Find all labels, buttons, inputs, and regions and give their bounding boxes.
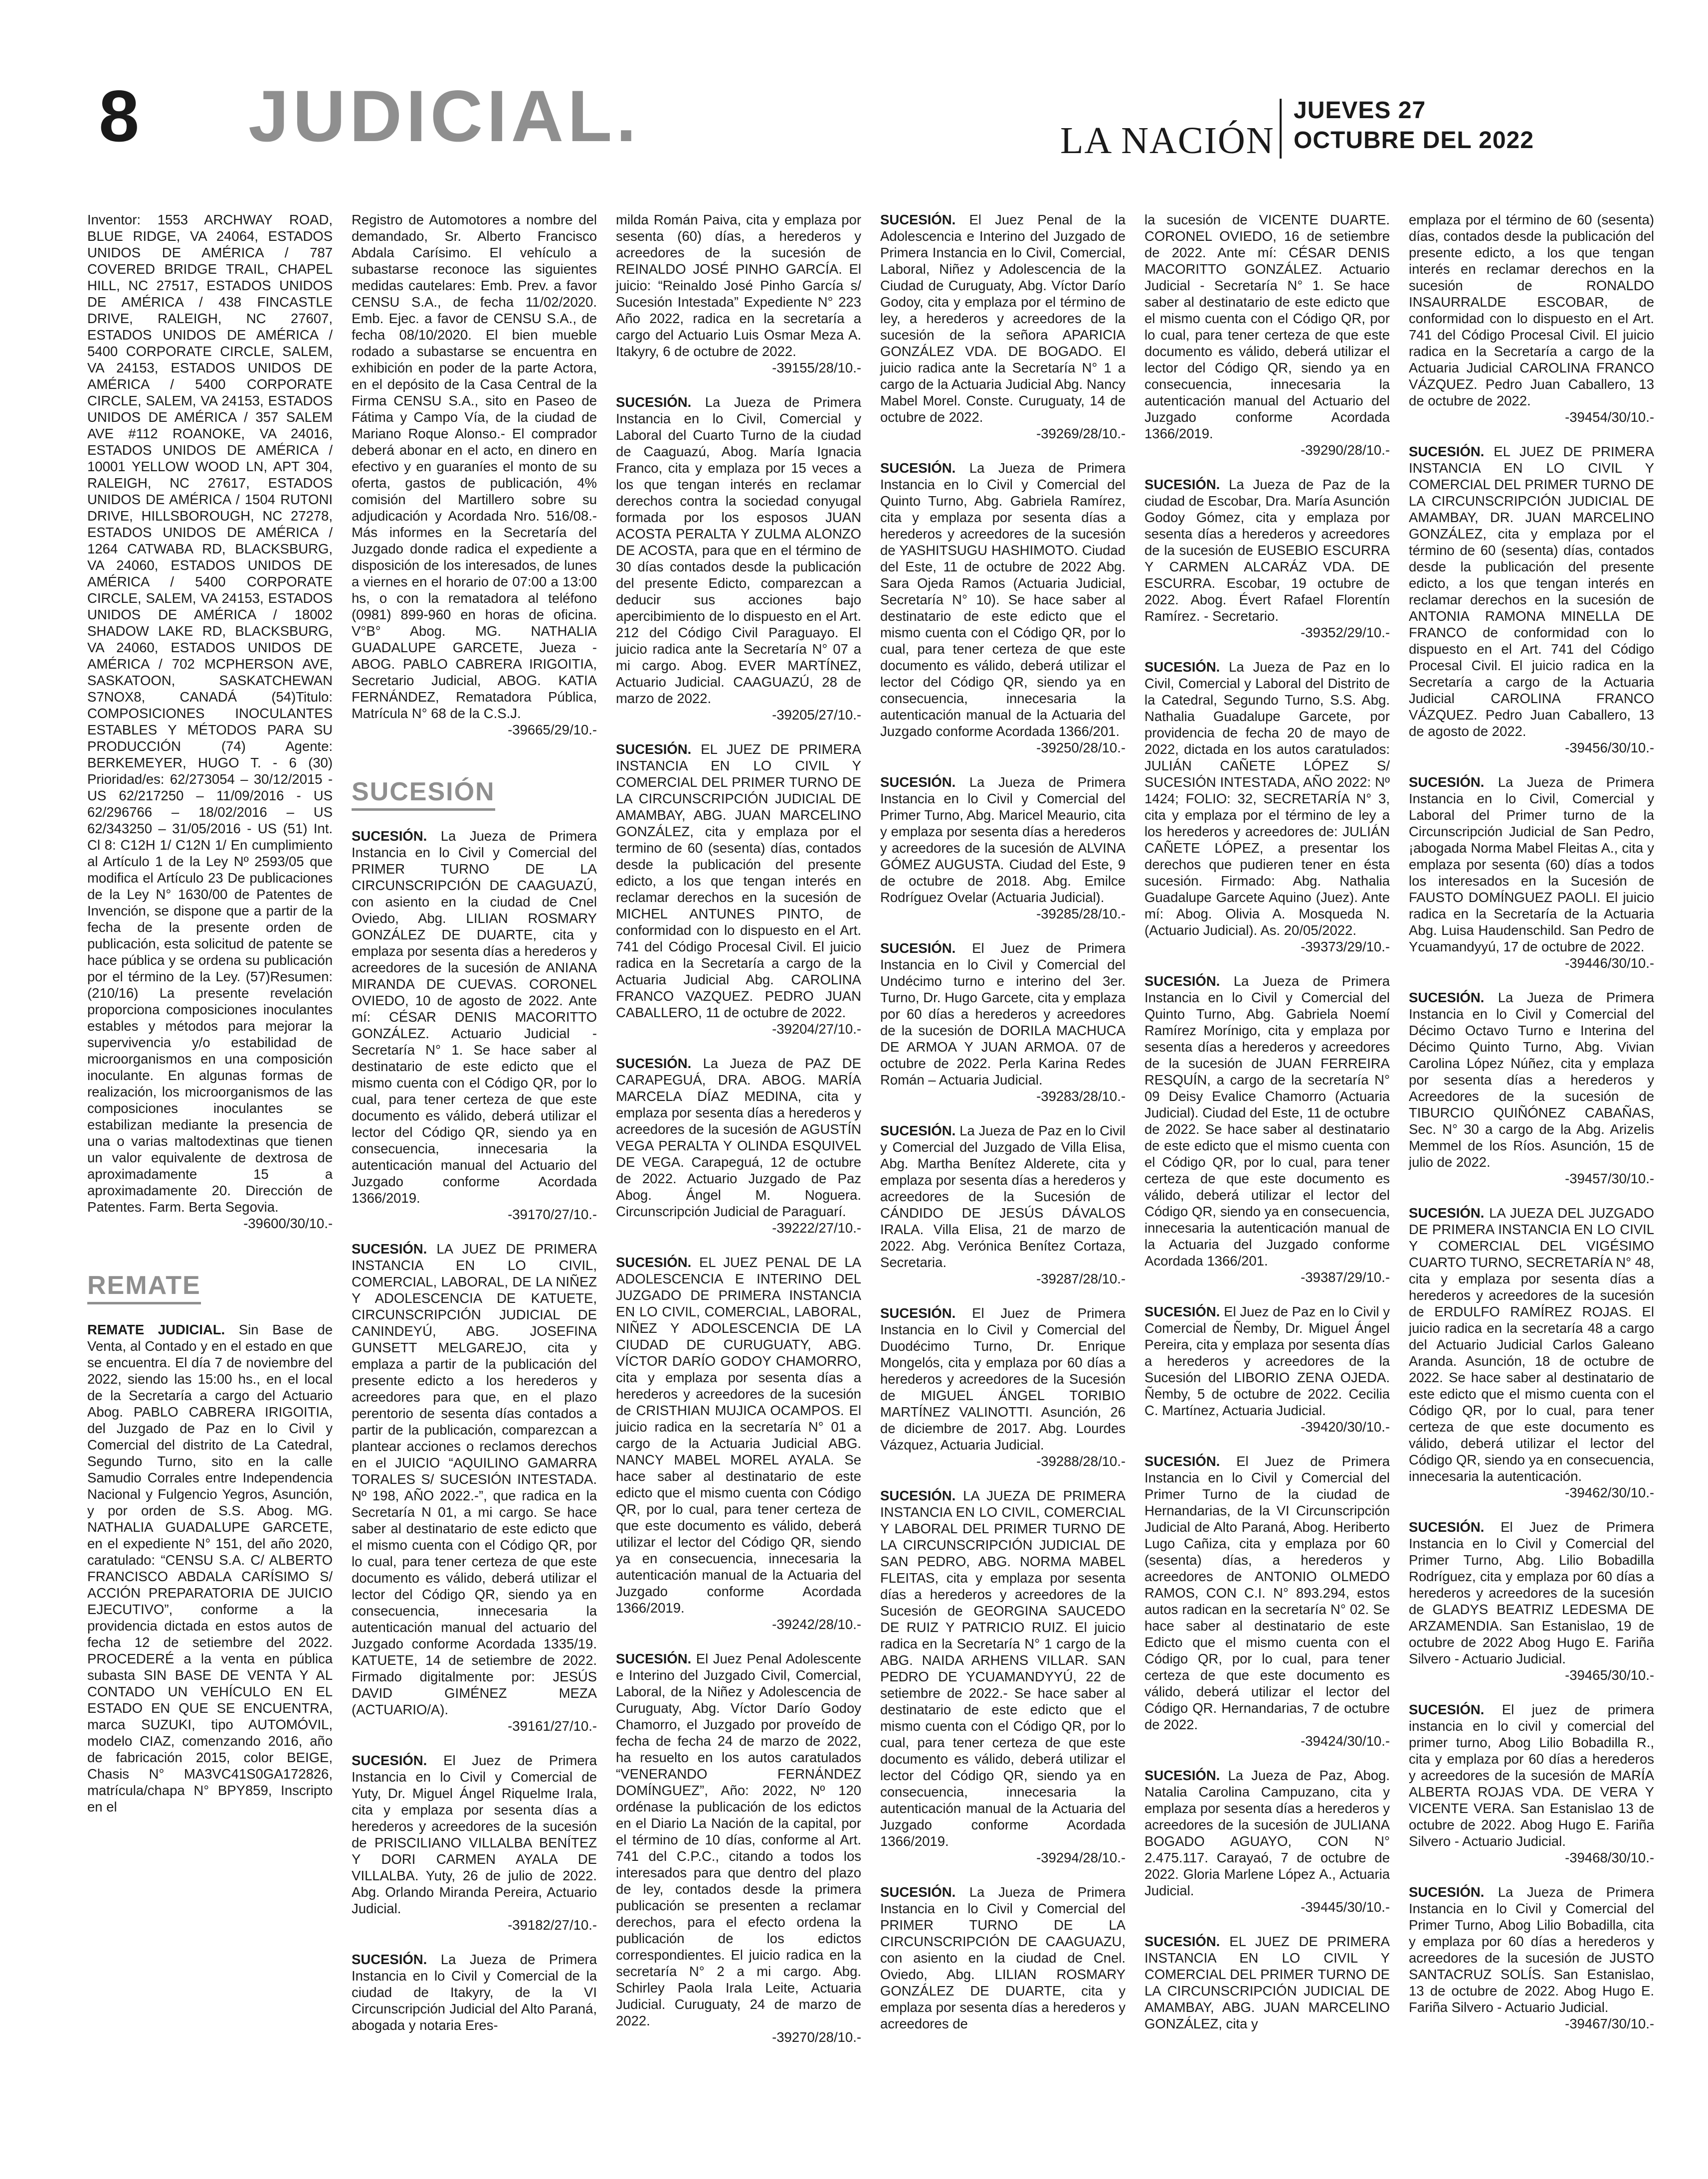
sucesion-notice: SUCESIÓN. La Jueza de Primera Instancia en lo Civil y Comercial del Primer Turno, Abg. Maricel Meaurio, cita y emplaza por sesenta días a herederos y acreedores de la sucesión de ALVINA GÓMEZ AUGUSTA. Ciudad del Este, 9 de octubre de 2018. Abg. Emilce Rodríguez Ovelar (Actuaria Judicial). -39285/28/10.- [880,774,1126,921]
notice-ref: -39161/27/10.- [508,1718,597,1734]
sucesion-notice: SUCESIÓN. La Jueza de Primera Instancia en lo Civil, Comercial y Laboral del Primer turno de la Circunscripción Judicial de San Pedro, ¡abogada Norma Mabel Fleitas A., cita y emplaza por sesenta (60) días a todos los interesados en la Sucesión de FAUSTO DOMÍNGUEZ PAOLI. El juicio radica en la Secretaría de la Actuaria Abg. Luisa Haudenschild. San Pedro de Ycuamandyyú, 17 de octubre de 2022. -39446/30/10.- [1409,774,1655,971]
notice-ref: -39285/28/10.- [1036,906,1126,921]
sucesion-notice: SUCESIÓN. La Jueza de Primera Instancia en lo Civil y Comercial de la ciudad de Itakyry, de la VI Circunscripción Judicial del Alto Paraná, abogada y notaria Eres- [352,1952,597,2033]
notice-ref: -39665/29/10.- [508,722,597,737]
notice-ref: -39467/30/10.- [1565,2016,1654,2031]
sucesion-notice: SUCESIÓN. La Jueza de Primera Instancia en lo Civil y Comercial del Quinto Turno, Abg. Gabriela Noemí Ramírez Morínigo, cita y emplaza por sesenta días a herederos y acreedores de la sucesión de JUAN FERREIRA RESQUÍN, a cargo de la secretaría N° 09 Deisy Evalice Chamorro (Actuaria Judicial). Ciudad del Este, 11 de octubre de 2022. Se hace saber al destinatario de este edicto que el mismo cuenta con el Código QR, por lo cual, para tener certeza de que este documento es válido, deberá utilizar el lector del Código QR, siendo ya en consecuencia, innecesaria la autenticación manual de la Actuaria del Juzgado conforme Acordada 1366/201. -39387/29/10.- [1144,973,1390,1285]
sucesion-notice: SUCESIÓN. La Jueza de Paz en lo Civil, Comercial y Laboral del Distrito de la Catedral, Segundo Turno, S.S. Abg. Nathalia Guadalupe Garcete, por providencia de fecha 20 de mayo de 2022, dictada en los autos caratulados: JULIÁN CAÑETE LÓPEZ S/ SUCESIÓN INTESTADA, AÑO 2022: Nº 1424; FOLIO: 32, SECRETARÍA N° 3, cita y emplaza por el término de ley a los herederos y acreedores de: JULIÁN CAÑETE LÓPEZ, a presentar los derechos que pudieren tener en ésta sucesión. Firmado: Abg. Nathalia Guadalupe Garcete Aquino (Juez). Ante mí: Abog. Olivia A. Mosqueda N. (Actuario Judicial). As. 20/05/2022. -39373/29/10.- [1144,659,1390,954]
sucesion-notice: SUCESIÓN. EL JUEZ DE PRIMERA INSTANCIA EN LO CIVIL Y COMERCIAL DEL PRIMER TURNO DE LA CIRCUNSCRIPCIÓN JUDICIAL DE AMAMBAY, ABG. JUAN MARCELINO GONZÁLEZ, cita y [1144,1934,1390,2031]
column-1 [87,211,333,1833]
issue-date-day: JUEVES 27 [1294,97,1426,124]
section-header-sucesion: SUCESIÓN [352,778,495,811]
notice-ref: -39269/28/10.- [1036,426,1126,441]
sucesion-notice: SUCESIÓN. EL JUEZ DE PRIMERA INSTANCIA EN LO CIVIL Y COMERCIAL DEL PRIMER TURNO DE LA CIRCUNSCRIPCIÓN JUDICIAL DE AMAMBAY, ABG. JUAN MARCELINO GONZÁLEZ, cita y emplaza por el termino de 60 (sesenta) días, contados desde la publicación del presente edicto, a los que tengan interés en reclamar derechos en la sucesión de MICHEL ANTUNES PINTO, de conformidad con lo dispuesto en el Art. 741 del Código Procesal Civil. El juicio radica en la Secretaría a cargo de la Actuaria Judicial Abg. CAROLINA FRANCO VAZQUEZ. PEDRO JUAN CABALLERO, 11 de octubre de 2022. -39204/27/10.- [616,741,861,1037]
notice-ref: -39465/30/10.- [1565,1667,1654,1683]
sucesion-notice: emplaza por el término de 60 (sesenta) días, contados desde la publicación del presente edicto, a los que tengan interés en reclamar derechos en la sucesión de RONALDO INSAURRALDE ESCOBAR, de conformidad con lo dispuesto en el Art. 741 del Código Procesal Civil. El juicio radica en la Secretaría a cargo de la Actuaria Judicial CAROLINA FRANCO VÁZQUEZ. Pedro Juan Caballero, 13 de octubre de 2022. -39454/30/10.- [1409,212,1654,425]
notice-ref: -39170/27/10.- [508,1207,597,1223]
notice-ref: -39373/29/10.- [1301,939,1390,954]
notice-ref: -39456/30/10.- [1565,740,1654,755]
notice-ref: -39446/30/10.- [1565,955,1654,971]
notice-ref: -39288/28/10.- [1036,1453,1126,1469]
sucesion-notice: milda Román Paiva, cita y emplaza por sesenta (60) días, a herederos y acreedores de la sucesión de REINALDO JOSÉ PINHO GARCÍA. El juicio: “Reinaldo José Pinho García s/ Sucesión Intestada” Expediente N° 223 Año 2022, radica en la secretaría a cargo del Actuario Luis Osmar Meza A. Itakyry, 6 de octubre de 2022. -39155/28/10.- [616,212,861,375]
notice-ref: -39270/28/10.- [772,2029,861,2045]
sucesion-notice: SUCESIÓN. El Juez de Paz en lo Civil y Comercial de Ñemby, Dr. Miguel Ángel Pereira, cita y emplaza por sesenta días a herederos y acreedores de la Sucesión del LIBORIO ZENA OJEDA. Ñemby, 5 de octubre de 2022. Cecilia C. Martínez, Actuaria Judicial. -39420/30/10.- [1144,1304,1390,1435]
sucesion-notice: SUCESIÓN. El Juez Penal de la Adolescencia e Interino del Juzgado de Primera Instancia en lo Civil, Comercial, Laboral, Niñez y Adolescencia de la Ciudad de Curuguaty, Abg. Víctor Darío Godoy, cita y emplaza por el término de ley, a herederos y acreedores de la sucesión de la señora APARICIA GONZÁLEZ VDA. DE BOGADO. El juicio radica ante la Secretaría N° 1 a cargo de la Actuaria Judicial Abg. Nancy Mabel Morel. Conste. Curuguaty, 14 de octubre de 2022. -39269/28/10.- [880,212,1126,441]
sucesion-notice: SUCESIÓN. EL JUEZ DE PRIMERA INSTANCIA EN LO CIVIL Y COMERCIAL DEL PRIMER TURNO DE LA CIRCUNSCRIPCIÓN JUDICIAL DE AMAMBAY, DR. JUAN MARCELINO GONZÁLEZ, cita y emplaza por el término de 60 (sesenta) días, contados desde la publicación del presente edicto, a los que tengan interés en reclamar derechos en la sucesión de ANTONIA RAMONA MINELLA DE FRANCO de conformidad con lo dispuesto en el Art. 741 del Código Procesal Civil. El juicio radica en la Secretaría a cargo de la Actuaria Judicial CAROLINA FRANCO VÁZQUEZ. Pedro Juan Caballero, 13 de agosto de 2022. -39456/30/10.- [1409,444,1654,755]
notice-ref: -39600/30/10.- [243,1216,333,1231]
notice-ref: -39222/27/10.- [772,1220,861,1236]
sucesion-notice: SUCESIÓN. La Jueza de Primera Instancia en lo Civil y Comercial del PRIMER TURNO DE LA CIRCUNSCRIPCIÓN DE CAAGUAZU, con asiento en la ciudad de Cnel. Oviedo, Abg. LILIAN ROSMARY GONZÁLEZ DE DUARTE, cita y emplaza por sesenta días a herederos y acreedores de [880,1884,1126,2031]
notice-ref: -39445/30/10.- [1301,1899,1390,1915]
notice-ref: -39424/30/10.- [1301,1733,1390,1749]
column-4 [880,211,1126,2050]
sucesion-notice: SUCESIÓN. La Jueza de Primera Instancia en lo Civil y Comercial del Décimo Octavo Turno e Interina del Décimo Quinto Turno, Abg. Vivian Carolina López Núñez, cita y emplaza por sesenta días a herederos y Acreedores de la sucesión de TIBURCIO QUIÑÓNEZ CABAÑAS, Sec. N° 30 a cargo de la Abg. Arizelis Memmel de los Ríos. Asunción, 15 de julio de 2022. -39457/30/10.- [1409,990,1655,1186]
column-5 [1144,211,1390,2050]
sucesion-notice: la sucesión de VICENTE DUARTE. CORONEL OVIEDO, 16 de setiembre de 2022. Ante mí: CÉSAR DENIS MACORITTO GONZÁLEZ. Actuario Judicial - Secretaría N° 1. Se hace saber al destinatario de este edicto que el mismo cuenta con el Código QR, por lo cual, para tener certeza de que este documento es válido, deberá utilizar el lector del Código QR, siendo ya en consecuencia, innecesaria la autenticación manual del Actuario del Juzgado conforme Acordada 1366/2019. -39290/28/10.- [1144,212,1390,458]
sucesion-notice: SUCESIÓN. El Juez de Primera Instancia en lo Civil y Comercial del Primer Turno de la ciudad de Hernandarias, de la VI Circunscripción Judicial de Alto Paraná, Abog. Heriberto Lugo Cañiza, cita y emplaza por 60 (sesenta) días, a herederos y acreedores de ANTONIO OLMEDO RAMOS, CON C.I. N° 893.294, estos autos radican en la secretaría N° 02. Se hace saber al destinatario de este Edicto que el mismo cuenta con el Código QR, por lo cual, para tener certeza de que este documento es válido, deberá utilizar el lector del Código QR. Hernandarias, 7 de octubre de 2022. -39424/30/10.- [1144,1453,1390,1749]
sucesion-notice: SUCESIÓN. LA JUEZ DE PRIMERA INSTANCIA EN LO CIVIL, COMERCIAL, LABORAL, DE LA NIÑEZ Y ADOLESCENCIA DE KATUETE, CIRCUNSCRIPCIÓN JUDICIAL DE CANINDEYÚ, ABG. JOSEFINA GUNSETT MELGAREJO, cita y emplaza a partir de la publicación del presente edicto a los herederos y acreedores para que, en el plazo perentorio de sesenta días contados a partir de la publicación, comparezcan a plantear acciones o reclamos derechos en el JUICIO “AQUILINO GAMARRA TORALES S/ SUCESIÓN INTESTADA. Nº 198, AÑO 2022.-”, que radica en la Secretaría N 01, a mi cargo. Se hace saber al destinatario de este edicto que el mismo cuenta con el Código QR, por lo cual, para tener certeza de que este documento es válido, deberá utilizar el lector del Código QR, siendo ya en consecuencia, innecesaria la autenticación manual del actuario del Juzgado conforme Acordada 1335/19. KATUETE, 14 de setiembre de 2022. Firmado digitalmente por: JESÚS DAVID GIMÉNEZ MEZA (ACTUARIO/A). -39161/27/10.- [352,1241,597,1734]
notice-ref: -39420/30/10.- [1301,1419,1390,1435]
remate-notice: REMATE JUDICIAL. Sin Base de Venta, al Contado y en el estado en que se encuentra. El día 7 de noviembre del 2022, siendo las 15:00 hs., en el local de la Secretaría a cargo del Actuario Abog. PABLO CABRERA IRIGOITIA, del Juzgado de Paz en lo Civil y Comercial del distrito de La Catedral, Segundo Turno, sito en la calle Samudio Corrales entre Independencia Nacional y Fulgencio Yegros, Asunción, y por orden de S.S. Abog. MG. NATHALIA GUADALUPE GARCETE, en el expediente N° 151, del año 2020, caratulado: “CENSU S.A. C/ ALBERTO FRANCISCO ABDALA CARÍSIMO S/ ACCIÓN PREPARATORIA DE JUICIO EJECUTIVO”, conforme a la providencia dictada en estos autos de fecha 12 de setiembre del 2022. PROCEDERÉ a la venta en pública subasta SIN BASE DE VENTA Y AL CONTADO UN VEHÍCULO EN EL ESTADO EN QUE SE ENCUENTRA, marca SUZUKI, tipo AUTOMÓVIL, modelo CIAZ, comenzando 2016, año de fabricación 2015, color BEIGE, Chasis N° MA3VC41S0GA172826, matrícula/chapa N° BPY859, Inscripto en el [87,1322,333,1815]
notice-ref: -39287/28/10.- [1036,1271,1126,1286]
sucesion-notice: SUCESIÓN. La Jueza de Primera Instancia en lo Civil y Comercial del Quinto Turno, Abg. Gabriela Ramírez, cita y emplaza por sesenta días a herederos y acreedores de la sucesión de YASHITSUGU HASHIMOTO. Ciudad del Este, 11 de octubre de 2022 Abg. Sara Ojeda Ramos (Actuaria Judicial, Secretaría N° 10). Se hace saber al destinatario de este edicto que el mismo cuenta con el Código QR, por lo cual, para tener certeza de que este documento es válido, deberá utilizar el lector del Código QR, siendo ya en consecuencia, innecesaria la autenticación manual de la Actuaria del Juzgado conforme Acordada 1366/201. -39250/28/10.- [880,460,1126,755]
section-header-remate: REMATE [87,1271,201,1304]
sucesion-notice: SUCESIÓN. El Juez de Primera Instancia en lo Civil y Comercial del Undécimo turno e interino del 3er. Turno, Dr. Hugo Garcete, cita y emplaza por 60 días a herederos y acreedores de la sucesión de DORILA MACHUCA DE ARMOA Y JUAN ARMOA. 07 de octubre de 2022. Perla Karina Redes Román – Actuaria Judicial. -39283/28/10.- [880,940,1126,1104]
sucesion-notice: SUCESIÓN. La Jueza de Paz en lo Civil y Comercial del Juzgado de Villa Elisa, Abg. Martha Benítez Alderete, cita y emplaza por sesenta días a herederos y acreedores de la Sucesión de CÁNDIDO DE JESÚS DÁVALOS IRALA. Villa Elisa, 21 de marzo de 2022. Abg. Verónica Benítez Cortaza, Secretaria. -39287/28/10.- [880,1123,1126,1286]
page-number: 8 [99,75,139,157]
section-title: JUDICIAL. [248,75,640,157]
sucesion-notice: SUCESIÓN. La Jueza de Paz de la ciudad de Escobar, Dra. María Asunción Godoy Gómez, cita y emplaza por sesenta días a herederos y acreedores de la sucesión de EUSEBIO ESCURRA Y CARMEN ALCARÁZ VDA. DE ESCURRA. Escobar, 19 octubre de 2022. Abog. Évert Rafael Florentín Ramírez. - Secretario. -39352/29/10.- [1144,477,1390,640]
notice-ref: -39242/28/10.- [772,1617,861,1632]
notice-ref: -39290/28/10.- [1301,442,1390,458]
notice-ref: -39283/28/10.- [1036,1089,1126,1104]
column-6 [1409,211,1654,2050]
notice-ref: -39182/27/10.- [508,1917,597,1933]
notice-ref: -39204/27/10.- [772,1021,861,1037]
sucesion-notice: SUCESIÓN. El Juez Penal Adolescente e Interino del Juzgado Civil, Comercial, Laboral, de la Niñez y Adolescencia de Curuguaty, Abg. Víctor Darío Godoy Chamorro, el Juzgado por proveído de fecha de fecha 24 de marzo de 2022, ha resuelto en los autos caratulados “VENERANDO FERNÁNDEZ DOMÍNGUEZ”, Año: 2022, Nº 120 ordénase la publicación de los edictos en el Diario La Nación de la capital, por el término de 10 días, conforme al Art. 741 del C.P.C., citando a todos los interesados para que dentro del plazo de ley, contados desde la primera publicación se presenten a reclamar derechos, para el efecto ordena la publicación de los edictos correspondientes. El juicio radica en la secretaría N° 2 a mi cargo. Abg. Schirley Paola Irala Leite, Actuaria Judicial. Curuguaty, 24 de marzo de 2022. -39270/28/10.- [616,1651,861,2045]
sucesion-notice: SUCESIÓN. La Jueza de Paz, Abog. Natalia Carolina Campuzano, cita y emplaza por sesenta días a herederos y acreedores de la sucesión de JULIANA BOGADO AGUAYO, CON N° 2.475.117. Carayaó, 7 de octubre de 2022. Gloria Marlene López A., Actuaria Judicial. -39445/30/10.- [1144,1768,1390,1915]
notice-ref: -39454/30/10.- [1565,409,1654,425]
notice-ref: -39205/27/10.- [772,707,861,723]
masthead-divider [1280,99,1282,159]
sucesion-notice: SUCESIÓN. EL JUEZ PENAL DE LA ADOLESCENCIA E INTERINO DEL JUZGADO DE PRIMERA INSTANCIA EN LO CIVIL, COMERCIAL, LABORAL, NIÑEZ Y ADOLESCENCIA DE LA CIUDAD DE CURUGUATY, ABG. VÍCTOR DARÍO GODOY CHAMORRO, cita y emplaza por sesenta días a herederos y acreedores de la sucesión de CRISTHIAN MUJICA OCAMPOS. El juicio radica en la secretaría N° 01 a cargo de la Actuaria Judicial ABG. NANCY MABEL MOREL AYALA. Se hace saber al destinatario de este edicto que el mismo cuenta con Código QR, por lo cual, para tener certeza de que este documento es válido, deberá utilizar el lector del Código QR, siendo ya en consecuencia, innecesaria la autenticación manual de la Actuaria del Juzgado conforme Acordada 1366/2019. -39242/28/10.- [616,1255,861,1632]
column-2 [352,211,597,2051]
notice-ref: -39468/30/10.- [1565,1850,1654,1865]
sucesion-notice: SUCESIÓN. La Jueza de Primera Instancia en lo Civil y Comercial del Primer Turno, Abog Lilio Bobadilla, cita y emplaza por 60 días a herederos y acreedores de la sucesión de JUSTO SANTACRUZ SOLÍS. San Estanislao, 13 de octubre de 2022. Abog Hugo E. Fariña Silvero - Actuario Judicial. -39467/30/10.- [1409,1884,1655,2031]
patent-notice: Inventor: 1553 ARCHWAY ROAD, BLUE RIDGE, VA 24064, ESTADOS UNIDOS DE AMÉRICA / 787 COVERED BRIDGE TRAIL, CHAPEL HILL, NC 27517, ESTADOS UNIDOS DE AMÉRICA / 438 FINCASTLE DRIVE, RALEIGH, NC 27607, ESTADOS UNIDOS DE AMÉRICA / 5400 CORPORATE CIRCLE, SALEM, VA 24153, ESTADOS UNIDOS DE AMÉRICA / 5400 CORPORATE CIRCLE, SALEM, VA 24153, ESTADOS UNIDOS DE AMÉRICA / 357 SALEM AVE #112 ROANOKE, VA 24016, ESTADOS UNIDOS DE AMÉRICA / 10001 YELLOW WOOD LN, APT 304, RALEIGH, NC 27617, ESTADOS UNIDOS DE AMÉRICA / 1504 RUTONI DRIVE, HILLSBOROUGH, NC 27278, ESTADOS UNIDOS DE AMÉRICA / 1264 CATWABA RD, BLACKSBURG, VA 24060, ESTADOS UNIDOS DE AMÉRICA / 5400 CORPORATE CIRCLE, SALEM, VA 24153, ESTADOS UNIDOS DE AMÉRICA / 18002 SHADOW LAKE RD, BLACKSBURG, VA 24060, ESTADOS UNIDOS DE AMÉRICA / 702 MCPHERSON AVE, SASKATOON, SASKATCHEWAN S7NOX8, CANADÁ (54)Titulo: COMPOSICIONES INOCULANTES ESTABLES Y MÉTODOS PARA SU PRODUCCIÓN (74) Agente: BERKEMEYER, HUGO T. - 6 (30) Prioridad/es: 62/273054 – 30/12/2015 - US 62/217250 – 11/09/2016 - US 62/296766 – 18/02/2016 – US 62/343250 – 31/05/2016 - US (51) Int. Cl 8: C12H 1/ C12N 1/ En cumplimiento al Artículo 1 de la Ley Nº 2593/05 que modifica el Artículo 23 De publicaciones de la Ley N° 1630/00 de Patentes de Invención, se dispone que a partir de la fecha de la presente orden de publicación, esta solicitud de patente se hace pública y se ordena su publicación por el término de la Ley. (57)Resumen: (210/16) La presente revelación proporciona composiciones inoculantes estables y métodos para mejorar la supervivencia y/o estabilidad de microorganismos en una composición inoculante. En algunas formas de realización, los microorganismos de las composiciones inoculantes se estabilizan mediante la presencia de una o varias maltodextinas que tienen un valor equivalente de dextrosa de aproximadamente 15 a aproximadamente 20. Dirección de Patentes. Farm. Berta Segovia. -39600/30/10.- [87,212,333,1231]
notice-ref: -39352/29/10.- [1301,625,1390,640]
notice-ref: -39457/30/10.- [1565,1171,1654,1186]
sucesion-notice: SUCESIÓN. La Jueza de Primera Instancia en lo Civil y Comercial del PRIMER TURNO DE LA CIRCUNSCRIPCIÓN DE CAAGUAZÚ, con asiento en la ciudad de Cnel Oviedo, Abg. LILIAN ROSMARY GONZÁLEZ DE DUARTE, cita y emplaza por sesenta días a herederos y acreedores de la sucesión de ANIANA MIRANDA DE CUEVAS. CORONEL OVIEDO, 10 de agosto de 2022. Ante mí: CÉSAR DENIS MACORITTO GONZÁLEZ. Actuario Judicial - Secretaría N° 1. Se hace saber al destinatario de este edicto que el mismo cuenta con el Código QR, por lo cual, para tener certeza de que este documento es válido, deberá utilizar el lector del Código QR, siendo ya en consecuencia, innecesaria la autenticación manual del Actuario del Juzgado conforme Acordada 1366/2019. -39170/27/10.- [352,828,597,1223]
remate-notice-continued: Registro de Automotores a nombre del demandado, Sr. Alberto Francisco Abdala Carísimo. El vehículo a subastarse reconoce las siguientes medidas cautelares: Emb. Prev. a favor CENSU S.A., de fecha 11/02/2020. Emb. Ejec. a favor de CENSU S.A., de fecha 08/10/2020. El bien mueble rodado a subastarse se encuentra en exhibición en poder de la parte Actora, en el depósito de la Casa Central de la Firma CENSU S.A., sito en Paseo de Fátima y Campo Vía, de la ciudad de Mariano Roque Alonso.- El comprador deberá abonar en el acto, en dinero en efectivo y en guaraníes el monto de su oferta, gastos de publicación, 4% comisión del Martillero sobre su adjudicación y Acordada Nro. 516/08.- Más informes en la Secretaría del Juzgado donde radica el expediente a disposición de los interesados, de lunes a viernes en el horario de 07:00 a 13:00 hs, o con la rematadora al teléfono (0981) 899-960 en horas de oficina. V°B° Abog. MG. NATHALIA GUADALUPE GARCETE, Jueza - ABOG. PABLO CABRERA IRIGOITIA, Secretario Judicial, ABOG. KATIA FERNÁNDEZ, Rematadora Pública, Matrícula N° 68 de la C.S.J. -39665/29/10.- [352,212,597,737]
sucesion-notice: SUCESIÓN. LA JUEZA DE PRIMERA INSTANCIA EN LO CIVIL, COMERCIAL Y LABORAL DEL PRIMER TURNO DE LA CIRCUNSCRIPCIÓN JUDICIAL DE SAN PEDRO, ABG. NORMA MABEL FLEITAS, cita y emplaza por sesenta días a herederos y acreedores de la Sucesión de GEORGINA SAUCEDO DE RUIZ Y PATRICIO RUIZ. El juicio radica en la Secretaría N° 1 cargo de la ABG. NAIDA ARHENS VILLAR. SAN PEDRO DE YCUAMANDYYÚ, 22 de setiembre de 2022.- Se hace saber al destinatario de este edicto que el mismo cuenta con el Código QR, por lo cual, para tener certeza de que este documento es válido, deberá utilizar el lector del Código QR, siendo ya en consecuencia, innecesaria la autenticación manual de la Actuaria del Juzgado conforme Acordada 1366/2019. -39294/28/10.- [880,1488,1126,1865]
sucesion-notice: SUCESIÓN. El juez de primera instancia en lo civil y comercial del primer turno, Abog Lilio Bobadilla R., cita y emplaza por 60 días a herederos y acreedores de la sucesión de MARÍA ALBERTA ROJAS VDA. DE VERA Y VICENTE VERA. San Estanislao 13 de octubre de 2022. Abog Hugo E. Fariña Silvero - Actuario Judicial. -39468/30/10.- [1409,1702,1655,1865]
notice-ref: -39462/30/10.- [1565,1485,1654,1500]
sucesion-notice: SUCESIÓN. LA JUEZA DEL JUZGADO DE PRIMERA INSTANCIA EN LO CIVIL Y COMERCIAL DEL VIGÉSIMO CUARTO TURNO, SECRETARÍA N° 48, cita y emplaza por sesenta días a herederos y acreedores de la sucesión de ERDULFO RAMÍREZ ROJAS. El juicio radica en la secretaría 48 a cargo del Actuario Judicial Carlos Galeano Aranda. Asunción, 18 de octubre de 2022. Se hace saber al destinatario de este edicto que el mismo cuenta con el Código QR, por lo cual, para tener certeza de que este documento es válido, deberá utilizar el lector del Código QR, siendo ya en consecuencia, innecesaria la autenticación. -39462/30/10.- [1409,1205,1655,1500]
sucesion-notice: SUCESIÓN. La Jueza de PAZ DE CARAPEGUÁ, DRA. ABOG. MARÍA MARCELA DÍAZ MEDINA, cita y emplaza por sesenta días a herederos y acreedores de la sucesión de AGUSTÍN VEGA PERALTA Y OLINDA ESQUIVEL DE VEGA. Carapeguá, 12 de octubre de 2022. Actuario Juzgado de Paz Abog. Ángel M. Noguera. Circunscripción Judicial de Paraguarí. -39222/27/10.- [616,1056,862,1236]
issue-date-month-year: OCTUBRE DEL 2022 [1294,127,1534,154]
notice-ref: -39250/28/10.- [1036,740,1126,755]
notice-ref: -39387/29/10.- [1301,1270,1390,1285]
masthead-logo: LA NACIÓN [1060,120,1275,162]
sucesion-notice: SUCESIÓN. El Juez de Primera Instancia en lo Civil y Comercial del Primer Turno, Abg. Lilio Bobadilla Rodríguez, cita y emplaza por 60 días a herederos y acreedores de la sucesión de GLADYS BEATRIZ LEDESMA DE ARZAMENDIA. San Estanislao, 19 de octubre de 2022 Abog Hugo E. Fariña Silvero - Actuario Judicial. -39465/30/10.- [1409,1519,1654,1683]
column-3 [616,211,861,2063]
notice-ref: -39155/28/10.- [772,360,861,375]
sucesion-notice: SUCESIÓN. La Jueza de Primera Instancia en lo Civil, Comercial y Laboral del Cuarto Turno de la ciudad de Caaguazú, Abog. María Ignacia Franco, cita y emplaza por 15 veces a los que tengan interés en reclamar derechos contra la sociedad conyugal formada por los esposos JUAN ACOSTA PERALTA Y ZULMA ALONZO DE ACOSTA, para que en el término de 30 días contados desde la publicación del presente Edicto, comparezcan a deducir sus acciones bajo apercibimiento de lo dispuesto en el Art. 212 del Código Civil Paraguayo. El juicio radica ante la Secretaría N° 07 a mi cargo. Abog. EVER MARTÍNEZ, Actuario Judicial. CAAGUAZÚ, 28 de marzo de 2022. -39205/27/10.- [616,394,862,723]
sucesion-notice: SUCESIÓN. El Juez de Primera Instancia en lo Civil y Comercial de Yuty, Dr. Miguel Ángel Riquelme Irala, cita y emplaza por sesenta días a herederos y acreedores de la sucesión de PRISCILIANO VILLALBA BENÍTEZ Y DORI CARMEN AYALA DE VILLALBA. Yuty, 26 de julio de 2022. Abg. Orlando Miranda Pereira, Actuario Judicial. -39182/27/10.- [352,1753,597,1933]
sucesion-notice: SUCESIÓN. El Juez de Primera Instancia en lo Civil y Comercial del Duodécimo Turno, Dr. Enrique Mongelós, cita y emplaza por 60 días a herederos y acreedores de la Sucesión de MIGUEL ÁNGEL TORIBIO MARTÍNEZ VALINOTTI. Asunción, 26 de diciembre de 2017. Abg. Lourdes Vázquez, Actuaria Judicial. -39288/28/10.- [880,1305,1126,1469]
notice-ref: -39294/28/10.- [1036,1850,1126,1865]
